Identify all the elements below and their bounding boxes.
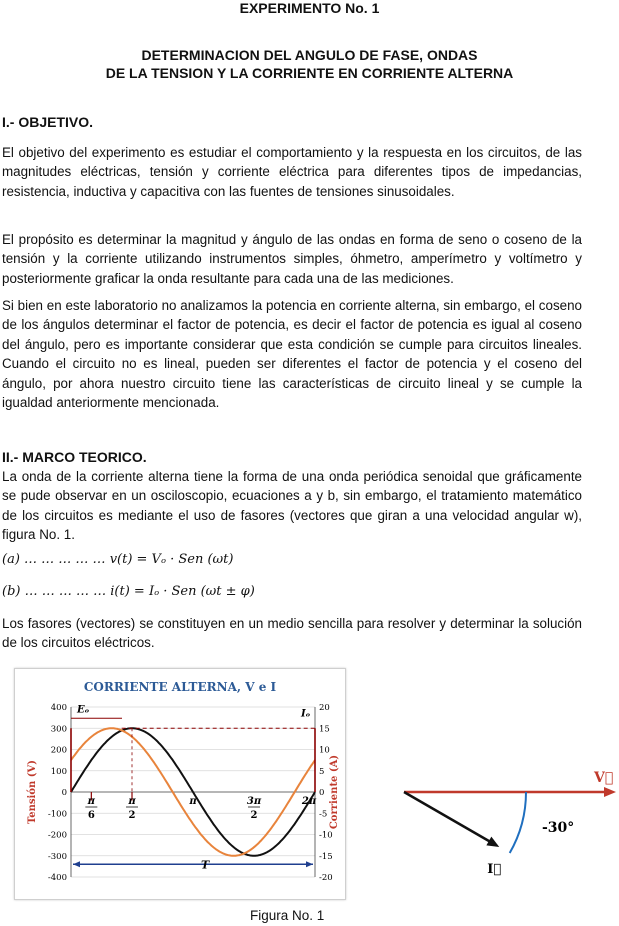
y-tick-label: -400 xyxy=(47,873,67,883)
y-tick-label: 200 xyxy=(50,745,67,756)
equation-b: (b) … … … … … i(t) = Iₒ · Sen (ωt ± φ) xyxy=(2,584,255,599)
annotation-eo: Eₒ xyxy=(77,704,90,716)
chart-svg xyxy=(15,669,345,899)
y-tick-label: -300 xyxy=(47,851,67,862)
x-label-num: π xyxy=(189,796,197,807)
ac-waveform-chart xyxy=(14,668,346,900)
period-arrow-head-left xyxy=(73,861,80,867)
section-heading-objetivo: I.- OBJETIVO. xyxy=(2,114,94,130)
chart-title: CORRIENTE ALTERNA, V e I xyxy=(83,680,277,694)
subtitle-line-1: DETERMINACION DEL ANGULO DE FASE, ONDAS xyxy=(141,47,478,63)
subtitle-line-2: DE LA TENSION Y LA CORRIENTE EN CORRIENTE ALTERNA xyxy=(105,65,514,81)
v-vector-head xyxy=(604,787,616,797)
y2-axis-title: Corriente (A) xyxy=(329,754,340,830)
annotation-period: T xyxy=(201,858,210,872)
figure-caption: Figura No. 1 xyxy=(250,908,325,923)
equation-a: (a) … … … … … v(t) = Vₒ · Sen (ωt) xyxy=(2,552,234,567)
paragraph-marco-2: Los fasores (vectores) se constituyen en un medio sencilla para resolver y determinar la solución de los circuitos eléctricos. xyxy=(2,616,582,651)
y-tick-label: -200 xyxy=(47,830,67,841)
document-title: EXPERIMENTO No. 1 xyxy=(239,0,380,16)
x-label-den: 6 xyxy=(87,810,95,821)
section-heading-marco-teorico: II.- MARCO TEORICO. xyxy=(2,449,147,465)
phasor-diagram xyxy=(400,760,619,880)
period-arrow-head-right xyxy=(306,861,313,867)
x-label-den: 2 xyxy=(128,810,136,821)
i-vector xyxy=(404,792,497,846)
document-subtitle xyxy=(0,46,619,82)
y-tick-label: -100 xyxy=(47,809,67,820)
y2-tick-label: 0 xyxy=(319,788,325,798)
x-label-num: 2π xyxy=(301,796,317,807)
y-tick-label: 400 xyxy=(50,703,67,713)
paragraph-objetivo-3: Si bien en este laboratorio no analizamos la potencia en corriente alterna, sin embargo, el coseno de los ángulos determinar el factor de potencia, es decir el factor de potencia es igual al coseno del ángulo, pero es importante considerar que esta condición se cumple para circuitos lineales. Cuando el circuito no es lineal, pueden ser diferentes el factor de potencia y el coseno del ángulo, por ahora nuestro circuito tiene las características de circuito lineal y se cumple la igualdad anteriormente mencionada. xyxy=(2,298,582,411)
y-tick-label: 300 xyxy=(50,724,67,735)
y-axis-title: Tensión (V) xyxy=(27,760,38,824)
angle-arc xyxy=(510,792,526,853)
paragraph-objetivo-2: El propósito es determinar la magnitud y ángulo de las ondas en forma de seno o coseno de la tensión y la corriente utilizando instrumentos simples, óhmetro, amperímetro y voltímetro y posteriormente graficar la onda resultante para cada una de las mediciones. xyxy=(2,232,582,286)
y2-tick-label: 20 xyxy=(319,703,330,713)
y-tick-label: 100 xyxy=(50,766,67,777)
y2-tick-label: 15 xyxy=(319,724,330,735)
x-label-num: π xyxy=(128,796,136,807)
i-vector-label: I⃗ xyxy=(487,862,502,877)
i-vector-head xyxy=(486,837,501,852)
y-tick-label: 0 xyxy=(61,788,67,798)
annotation-io: Iₒ xyxy=(301,708,311,720)
y2-tick-label: 5 xyxy=(319,766,325,777)
angle-label: -30° xyxy=(542,820,575,836)
y2-tick-label: 10 xyxy=(319,745,330,756)
paragraph-objetivo-1: El objetivo del experimento es estudiar el comportamiento y la respuesta en los circuitos, de las magnitudes eléctricas, tensión y corriente eléctrica para diferentes tipos de impedancias, resistencia, inductiva y capacitiva con las fuentes de tensiones sinusoidales. xyxy=(2,145,582,199)
y2-tick-label: -20 xyxy=(319,873,333,883)
y2-tick-label: -10 xyxy=(319,830,333,841)
x-label-num: π xyxy=(87,796,95,807)
v-vector-label: V⃗ xyxy=(594,770,614,786)
y2-tick-label: -15 xyxy=(319,851,333,862)
y2-tick-label: -5 xyxy=(319,809,328,820)
paragraph-marco-1: La onda de la corriente alterna tiene la forma de una onda periódica senoidal que gráficamente se pude observar en un osciloscopio, ecuaciones a y b, sin embargo, el tratamiento matemático de los circuitos es mediante el uso de fasores (vectores que giran a una velocidad angular w), figura No. 1. xyxy=(2,469,582,543)
x-label-den: 2 xyxy=(250,810,258,821)
x-label-num: 3π xyxy=(246,796,262,807)
